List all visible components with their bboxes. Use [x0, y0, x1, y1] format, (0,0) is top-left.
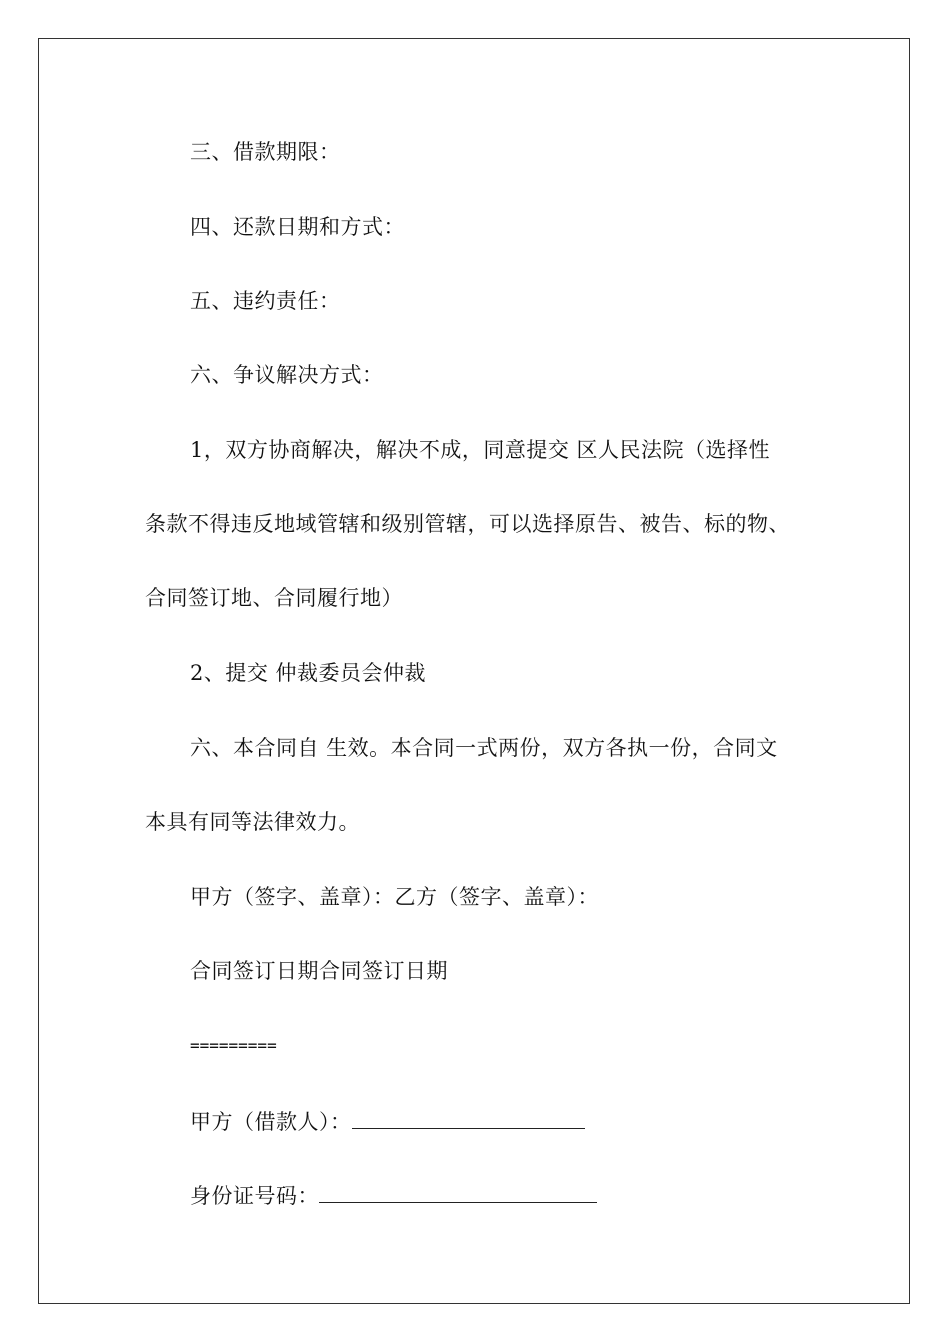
effect-clause-line-1: 六、本合同自 生效。本合同一式两份，双方各执一份，合同文: [190, 736, 778, 760]
party-b-signature-label: 乙方（签字、盖章）：: [394, 885, 599, 909]
borrower-label: 甲方（借款人）：: [190, 1110, 352, 1134]
id-number-blank-field[interactable]: [319, 1184, 597, 1203]
dispute-option-1-line-1: 1，双方协商解决，解决不成，同意提交 区人民法院（选择性: [190, 438, 771, 462]
borrower-blank-field[interactable]: [352, 1110, 585, 1129]
party-a-signature-label: 甲方（签字、盖章）：: [190, 885, 395, 909]
separator: =========: [190, 1036, 277, 1055]
sign-date-row: [190, 957, 448, 985]
borrower-row: [190, 1108, 585, 1136]
dispute-option-2: 2、提交 仲裁委员会仲裁: [190, 661, 427, 685]
dispute-option-1-line-3: 合同签订地、合同履行地）: [145, 586, 403, 610]
clause-loan-term: 三、借款期限：: [190, 140, 341, 164]
effect-clause-line-2: 本具有同等法律效力。: [145, 810, 360, 834]
clause-dispute: 六、争议解决方式：: [190, 363, 384, 387]
sign-date-a: 合同签订日期: [190, 959, 319, 983]
clause-repayment: 四、还款日期和方式：: [190, 215, 405, 239]
dispute-option-1-line-2: 条款不得违反地域管辖和级别管辖，可以选择原告、被告、标的物、: [145, 512, 790, 536]
clause-breach: 五、违约责任：: [190, 289, 341, 313]
signature-row: [190, 883, 599, 911]
id-number-row: [190, 1182, 597, 1210]
sign-date-b: 合同签订日期: [319, 959, 448, 983]
id-number-label: 身份证号码：: [190, 1184, 319, 1208]
